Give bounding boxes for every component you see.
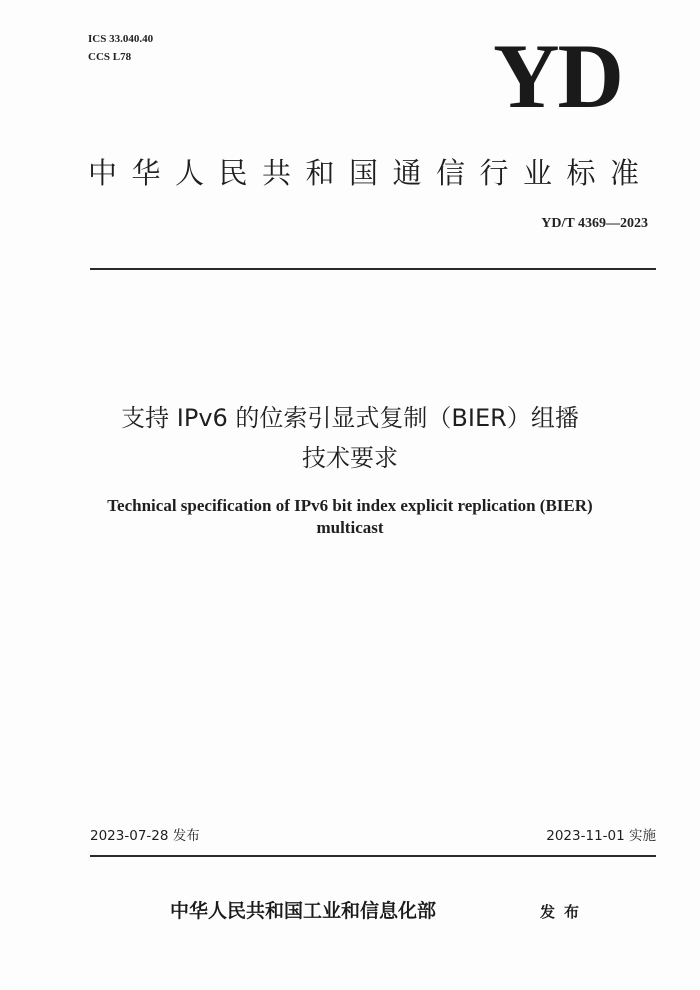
classification-codes (88, 30, 153, 66)
issuing-action: 发布 (540, 903, 589, 921)
issue-date: 2023-07-28 发布 (90, 828, 200, 844)
yd-logo: YD (493, 25, 622, 127)
issuing-authority: 中华人民共和国工业和信息化部 (170, 900, 437, 922)
top-divider (90, 268, 656, 270)
title-chinese-line2: 技术要求 (302, 444, 398, 472)
ccs-code: CCS L78 (88, 51, 132, 63)
ics-code: ICS 33.040.40 (88, 33, 154, 45)
standard-number: YD/T 4369—2023 (541, 216, 648, 231)
bottom-divider (90, 855, 656, 857)
standard-category: 中华人民共和国通信行业标准 (88, 156, 654, 190)
title-english-line2: multicast (316, 518, 384, 537)
title-chinese-line1: 支持 IPv6 的位索引显式复制（BIER）组播 (121, 404, 579, 432)
implementation-date: 2023-11-01 实施 (546, 828, 656, 844)
title-english-line1: Technical specification of IPv6 bit index explicit replication (BIER) (107, 496, 593, 515)
